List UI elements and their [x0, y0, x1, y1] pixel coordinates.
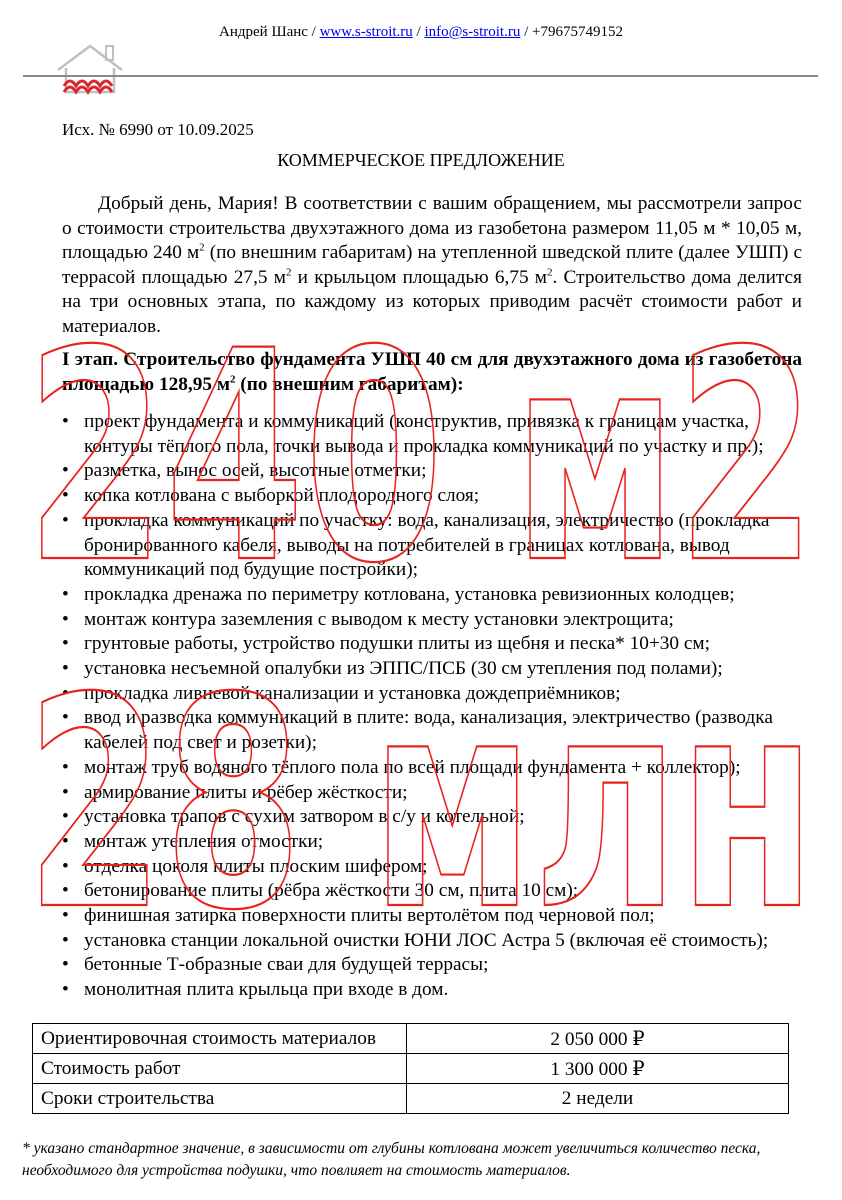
table-row [33, 1084, 789, 1114]
list-item: • монтаж контура заземления с выводом к месту установки электрощита; [62, 608, 814, 633]
cost-table [32, 1023, 789, 1114]
table-row [33, 1024, 789, 1054]
list-item: • разметка, вынос осей, высотные отметки; [62, 459, 814, 484]
house-logo-icon [50, 40, 130, 102]
list-item: • грунтовые работы, устройство подушки плиты из щебня и песка* 10+30 см; [62, 632, 814, 657]
document-reference: Исх. № 6990 от 10.09.2025 [62, 120, 254, 139]
cost-label: Сроки строительства [33, 1084, 407, 1114]
cost-value: 2 050 000 ₽ [407, 1024, 789, 1054]
list-item: • армирование плиты и рёбер жёсткости; [62, 781, 814, 806]
list-item: • финишная затирка поверхности плиты вертолётом под черновой пол; [62, 904, 814, 929]
list-item: • прокладка коммуникаций по участку: вода, канализация, электричество (прокладка бронированного кабеля, выводы на потребителей в границах котлована, вывод коммуникаций под будущие постройки); [62, 509, 814, 583]
list-item: • установка несъемной опалубки из ЭППС/ПСБ (30 см утепления под полами); [62, 657, 814, 682]
list-item: • бетонные Т-образные сваи для будущей террасы; [62, 953, 814, 978]
footnote: * указано стандартное значение, в зависимости от глубины котлована может увеличиться количество песка, необходимого для устройства подушки, что повлияет на стоимость материалов. [22, 1140, 761, 1179]
list-item: • монолитная плита крыльца при входе в дом. [62, 978, 814, 1003]
watermark-line-2: 28 млн [26, 637, 816, 974]
email-link[interactable]: info@s-stroit.ru [424, 24, 521, 40]
phone-number: +79675749152 [532, 24, 623, 40]
website-link[interactable]: www.s-stroit.ru [319, 24, 413, 40]
list-item: • бетонирование плиты (рёбра жёсткости 30 см, плита 10 см); [62, 879, 814, 904]
watermark-line-1: 240 м2 [26, 290, 816, 627]
list-item: • монтаж утепления отмостки; [62, 830, 814, 855]
cost-value: 1 300 000 ₽ [407, 1054, 789, 1084]
header-divider [23, 75, 818, 77]
list-item: • отделка цоколя плиты плоским шифером; [62, 855, 814, 880]
document-title: КОММЕРЧЕСКОЕ ПРЕДЛОЖЕНИЕ [277, 150, 565, 170]
table-row [33, 1054, 789, 1084]
list-item: • установка трапов с сухим затвором в с/у и котельной; [62, 805, 814, 830]
list-item: • монтаж труб водяного тёплого пола по всей площади фундамента + коллектор); [62, 756, 814, 781]
list-item: • копка котлована с выборкой плодородного слоя; [62, 484, 814, 509]
list-item: • ввод и разводка коммуникаций в плите: вода, канализация, электричество (разводка кабелей под свет и розетки); [62, 706, 814, 755]
cost-label: Ориентировочная стоимость материалов [33, 1024, 407, 1054]
list-item: • прокладка ливневой канализации и установка дождеприёмников; [62, 682, 814, 707]
stage-heading: I этап. Строительство фундамента УШП 40 см для двухэтажного дома из газобетона площадью 128,95 $м^2$ (по внешним габаритам): [62, 349, 802, 395]
list-item: • прокладка дренажа по периметру котлована, установка ревизионных колодцев; [62, 583, 814, 608]
cost-value: 2 недели [407, 1084, 789, 1114]
author-name: Андрей Шанс [219, 24, 308, 40]
works-list [62, 410, 814, 1003]
list-item: • установка станции локальной очистки ЮНИ ЛОС Астра 5 (включая её стоимость); [62, 929, 814, 954]
letterhead: Андрей Шанс / www.s-stroit.ru / info@s-stroit.ru / +79675749152 [219, 24, 623, 40]
list-item: • проект фундамента и коммуникаций (конструктив, привязка к границам участка, контуры тёплого пола, точки вывода и прокладка коммуникаций по участку и пр.); [62, 410, 814, 459]
intro-paragraph: Добрый день, Мария! В соответствии с вашим обращением, мы рассмотрели запрос о стоимости строительства двухэтажного дома из газобетона размером 11,05 м * 10,05 м, площадью 240 $м^2$ (по внешним габаритам) на утепленной шведской плите (далее УШП) с террасой площадью 27,5 $м^2$ и крыльцом площадью 6,75 $м^2$. Строительство дома делится на три основных этапа, по каждому из которых приводим расчёт стоимости работ и материалов. [62, 193, 802, 337]
cost-label: Стоимость работ [33, 1054, 407, 1084]
